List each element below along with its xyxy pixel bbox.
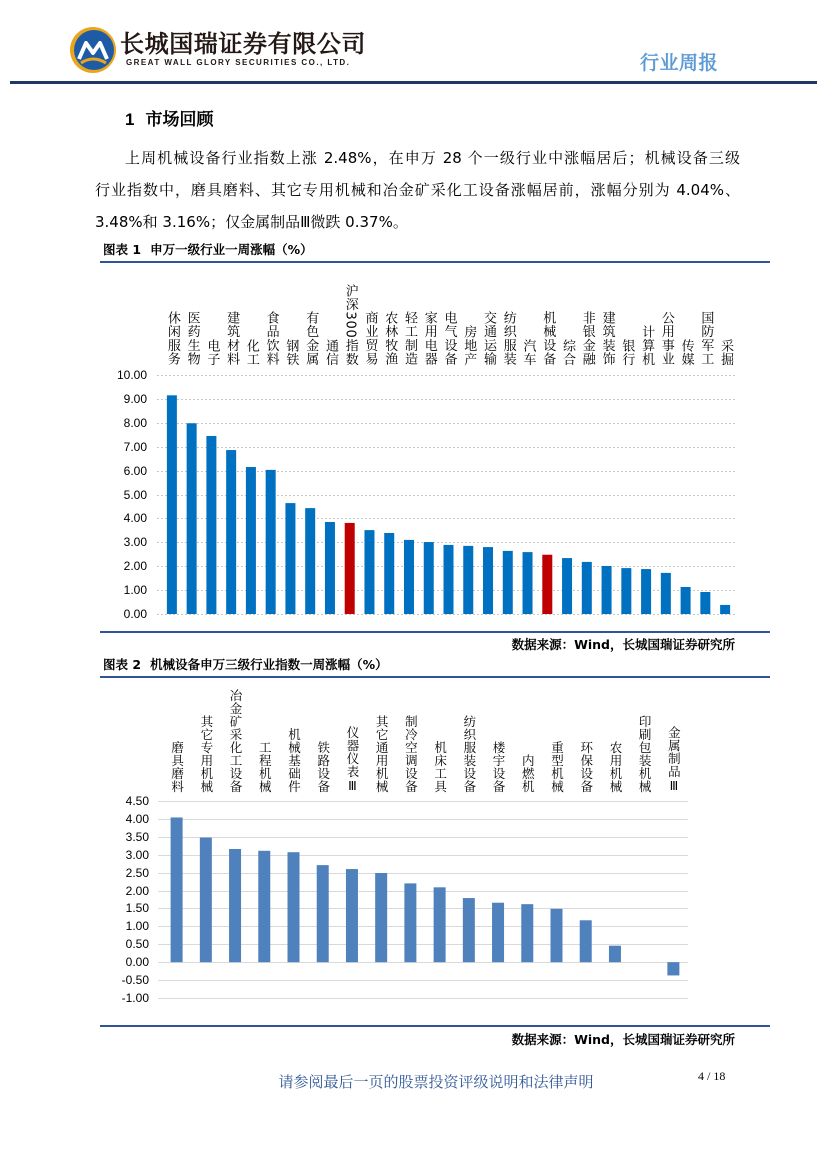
chart1-ytick-label: 3.00 <box>123 535 147 549</box>
chart2-category-label: 工程机械 <box>257 741 273 793</box>
chart1-bar-7 <box>285 503 295 614</box>
chart2-ytick-label: 2.00 <box>125 884 149 898</box>
chart1-category-label: 公用事业 <box>658 311 674 366</box>
chart2-ytick-label: 4.50 <box>125 794 149 808</box>
chart1-ytick-label: 7.00 <box>123 440 147 454</box>
chart2-category-label: 制冷空调设备 <box>403 715 419 793</box>
chart1-category-label: 医药生物 <box>184 311 200 366</box>
paragraph-line: 上周机械设备行业指数上涨 2.48%，在申万 28 个一级行业中涨幅居后；机械设备三级 <box>125 149 740 167</box>
figure-1-title: 申万一级行业一周涨幅（%） <box>150 242 313 257</box>
chart2-bar-12 <box>492 903 504 962</box>
chart1-ytick-label: 4.00 <box>123 511 147 525</box>
chart2-category-label: 印刷包装机械 <box>637 715 653 793</box>
chart1-category-label: 钢铁 <box>283 338 299 366</box>
figure-1-caption <box>103 242 313 258</box>
chart2-ytick-label: 4.00 <box>125 812 149 826</box>
company-name-cn: 长城国瑞证券有限公司 <box>120 30 366 58</box>
chart2-category-label: 机械基础件 <box>286 728 302 793</box>
chart1-category-label: 轻工制造 <box>401 311 417 366</box>
chart2-ytick-label: 1.00 <box>125 919 149 933</box>
chart1-ytick-label: 10.00 <box>116 368 147 382</box>
chart1-bar-22 <box>582 562 592 614</box>
chart1-ytick-label: 6.00 <box>123 464 147 478</box>
chart2-bar-9 <box>404 883 416 962</box>
chart1-category-label: 商业贸易 <box>362 311 378 366</box>
chart1-ytick-label: 5.00 <box>123 488 147 502</box>
header-rule <box>10 81 817 84</box>
chart1-category-label: 家用电器 <box>421 311 437 366</box>
chart1-category-label: 电气设备 <box>441 311 457 366</box>
chart2-ytick-label: 1.50 <box>125 901 149 915</box>
chart2-category-label: 农用机械 <box>607 741 623 793</box>
chart2-bar-15 <box>580 920 592 962</box>
chart2-bar-4 <box>258 851 270 962</box>
chart2-bar-2 <box>200 838 212 963</box>
chart1-bar-6 <box>266 470 276 614</box>
chart1-ytick-label: 8.00 <box>123 416 147 430</box>
figure-1-bottom-rule <box>100 631 770 633</box>
chart2-category-label: 金属制品Ⅲ <box>666 725 682 793</box>
chart2-category-label: 仪器仪表Ⅲ <box>344 725 360 793</box>
figure-2-source: 数据来源：Wind，长城国瑞证券研究所 <box>511 1032 735 1047</box>
section-number: 1 <box>125 110 135 129</box>
chart2-bar-13 <box>521 904 533 962</box>
chart1-bar-18 <box>503 551 513 614</box>
chart1-ytick-label: 9.00 <box>123 392 147 406</box>
chart1-bar-19 <box>523 552 533 614</box>
chart1-category-label: 休闲服务 <box>164 311 180 366</box>
chart2-ytick-label: -0.50 <box>121 973 149 987</box>
chart1-bar-8 <box>305 508 315 614</box>
chart1-category-label: 食品饮料 <box>263 311 279 366</box>
chart1-bar-20 <box>542 555 552 614</box>
chart1-category-label: 电子 <box>204 338 220 366</box>
chart1-ytick-label: 0.00 <box>123 607 147 621</box>
chart2-bar-7 <box>346 869 358 962</box>
chart1-category-label: 银行 <box>619 338 635 366</box>
figure-2-title: 机械设备申万三级行业指数一周涨幅（%） <box>150 657 388 672</box>
chart2-bar-16 <box>609 946 621 962</box>
chart1-bar-5 <box>246 467 256 614</box>
company-name-en: GREAT WALL GLORY SECURITIES CO., LTD. <box>126 58 351 67</box>
chart1-bar-25 <box>641 569 651 614</box>
chart1-category-label: 化工 <box>243 338 259 366</box>
chart1-category-label: 纺织服装 <box>500 311 516 366</box>
chart2-bar-1 <box>171 817 183 962</box>
chart1-bar-9 <box>325 522 335 614</box>
chart2-category-label: 铁路设备 <box>315 741 331 793</box>
chart1-category-label: 汽车 <box>520 338 536 366</box>
figure-2-label: 图表 2 <box>103 657 142 672</box>
chart1-bar-1 <box>167 395 177 614</box>
chart1-category-label: 沪深300指数 <box>342 283 358 366</box>
chart1-bar-2 <box>187 423 197 614</box>
chart2-ytick-label: 0.00 <box>125 955 149 969</box>
chart1-category-label: 通信 <box>322 338 338 366</box>
chart2-bar-5 <box>288 852 300 962</box>
chart1-category-label: 建筑材料 <box>224 311 240 366</box>
chart1-category-label: 采掘 <box>718 338 734 366</box>
chart2-bar-11 <box>463 898 475 962</box>
chart2-category-label: 楼宇设备 <box>491 741 507 793</box>
chart1-bar-17 <box>483 547 493 614</box>
chart1-category-label: 非银金融 <box>579 311 595 366</box>
chart1-ytick-label: 2.00 <box>123 559 147 573</box>
chart2-bar-18 <box>667 962 679 975</box>
chart2-category-label: 磨具磨料 <box>169 741 185 793</box>
chart1-bar-26 <box>661 573 671 614</box>
figure-1-bar-chart <box>100 263 770 632</box>
chart2-bar-3 <box>229 849 241 962</box>
chart2-ytick-label: -1.00 <box>121 991 149 1005</box>
company-logo-icon <box>69 26 117 74</box>
section-title: 市场回顾 <box>145 110 214 130</box>
chart2-category-label: 重型机械 <box>549 741 565 793</box>
chart1-bar-4 <box>226 450 236 614</box>
page-number: 4 / 18 <box>698 1069 726 1083</box>
chart2-category-label: 机床工具 <box>432 741 448 793</box>
chart1-bar-10 <box>345 523 355 614</box>
chart1-bar-11 <box>364 530 374 614</box>
figure-2-bar-chart <box>100 678 770 1026</box>
chart1-category-label: 有色金属 <box>303 311 319 366</box>
chart2-category-label: 环保设备 <box>578 741 594 793</box>
chart1-bar-21 <box>562 558 572 614</box>
chart2-category-label: 其它通用机械 <box>374 715 390 793</box>
chart2-category-label: 冶金矿采化工设备 <box>228 689 244 793</box>
chart2-ytick-label: 0.50 <box>125 937 149 951</box>
footer-disclaimer: 请参阅最后一页的股票投资评级说明和法律声明 <box>278 1073 594 1091</box>
chart1-bar-27 <box>681 587 691 614</box>
chart1-category-label: 建筑装饰 <box>599 311 615 366</box>
chart1-bar-15 <box>444 545 454 614</box>
chart2-ytick-label: 2.50 <box>125 866 149 880</box>
figure-2-bottom-rule <box>100 1025 770 1027</box>
chart1-category-label: 计算机 <box>639 324 655 366</box>
section-heading <box>125 108 213 132</box>
chart1-bar-13 <box>404 540 414 614</box>
chart1-ytick-label: 1.00 <box>123 583 147 597</box>
chart1-bar-16 <box>463 546 473 614</box>
chart2-bar-6 <box>317 865 329 962</box>
chart2-ytick-label: 3.50 <box>125 830 149 844</box>
chart1-category-label: 传媒 <box>678 338 694 366</box>
chart1-bar-28 <box>700 592 710 614</box>
chart2-ytick-label: 3.00 <box>125 848 149 862</box>
chart1-category-label: 国防军工 <box>698 311 714 366</box>
chart1-bar-12 <box>384 533 394 614</box>
chart2-category-label: 内燃机 <box>520 754 536 793</box>
chart1-bar-24 <box>621 568 631 614</box>
chart1-category-label: 房地产 <box>461 324 477 366</box>
chart1-category-label: 农林牧渔 <box>382 311 398 366</box>
paragraph-line: 3.48%和 3.16%；仅金属制品Ⅲ微跌 0.37%。 <box>95 213 408 231</box>
chart1-bar-14 <box>424 542 434 614</box>
chart1-category-label: 交通运输 <box>481 311 497 366</box>
chart2-category-label: 其它专用机械 <box>198 715 214 793</box>
report-type: 行业周报 <box>640 52 719 74</box>
figure-2-caption <box>103 657 388 673</box>
chart2-category-label: 纺织服装设备 <box>461 715 477 793</box>
chart1-bar-3 <box>206 436 216 614</box>
chart2-bar-8 <box>375 873 387 962</box>
chart1-bar-23 <box>602 566 612 614</box>
paragraph-line: 行业指数中，磨具磨料、其它专用机械和冶金矿采化工设备涨幅居前，涨幅分别为 4.04%、 <box>95 181 740 199</box>
figure-1-label: 图表 1 <box>103 242 142 257</box>
chart1-category-label: 综合 <box>560 338 576 366</box>
chart1-category-label: 机械设备 <box>540 311 556 366</box>
chart1-bar-29 <box>720 605 730 614</box>
figure-1-source: 数据来源：Wind，长城国瑞证券研究所 <box>511 637 735 652</box>
chart2-bar-10 <box>434 887 446 962</box>
chart2-bar-14 <box>551 909 563 962</box>
